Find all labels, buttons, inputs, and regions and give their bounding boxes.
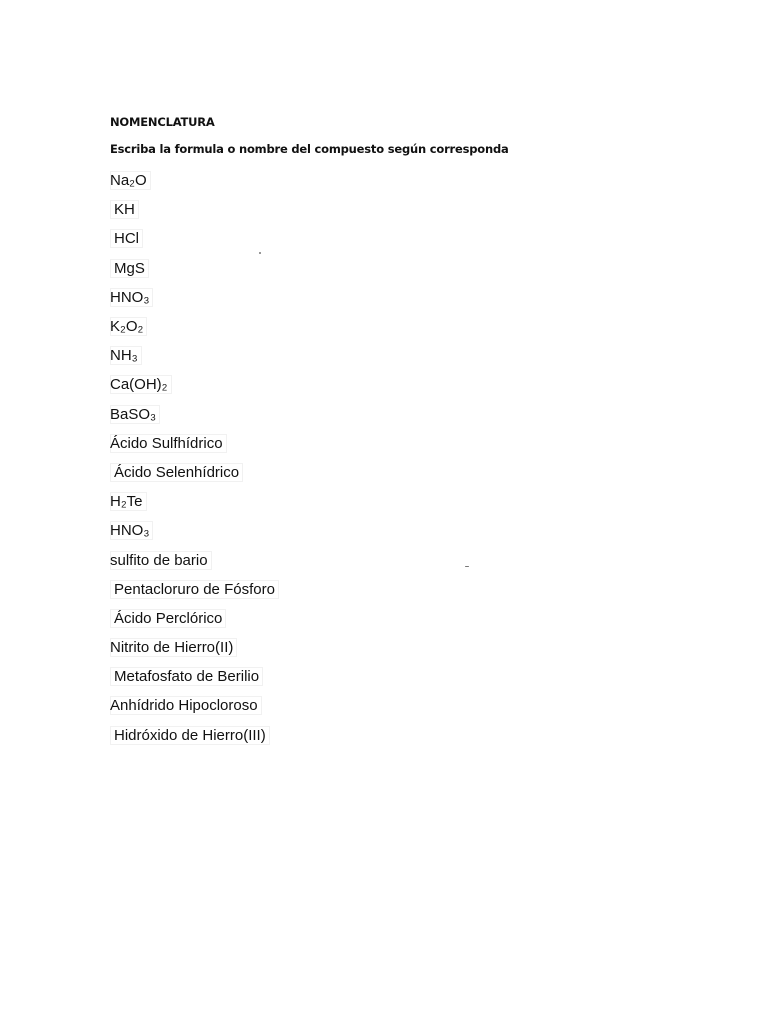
compound-item [110, 254, 279, 283]
compound-item [110, 487, 279, 516]
compound-item [110, 312, 279, 341]
compound-item [110, 545, 279, 574]
compound-item [110, 341, 279, 370]
compound-item [110, 166, 279, 195]
compound-item [110, 604, 279, 633]
compound-item [110, 370, 279, 399]
document-title: NOMENCLATURA [110, 115, 215, 129]
compound-item [110, 575, 279, 604]
compound-item [110, 721, 279, 750]
compound-text: K₂O₂ [110, 317, 147, 336]
compound-text: Metafosfato de Berilio [110, 667, 263, 686]
compound-text: BaSO₃ [110, 405, 160, 424]
compound-text: Anhídrido Hipocloroso [110, 696, 262, 715]
compound-text: HNO₃ [110, 288, 153, 307]
compound-item [110, 283, 279, 312]
compound-text: HNO₃ [110, 521, 153, 540]
compound-text: MgS [110, 259, 149, 278]
compound-item [110, 458, 279, 487]
compound-list [110, 166, 279, 750]
compound-text: Na₂O [110, 171, 151, 190]
compound-item [110, 662, 279, 691]
compound-text: Ácido Selenhídrico [110, 463, 243, 482]
compound-text: Hidróxido de Hierro(III) [110, 726, 270, 745]
compound-item [110, 195, 279, 224]
scan-speck [465, 566, 469, 567]
scan-speck [259, 252, 261, 254]
compound-text: Nitrito de Hierro(II) [110, 638, 237, 657]
compound-text: Ácido Perclórico [110, 609, 226, 628]
compound-text: H₂Te [110, 492, 147, 511]
compound-item [110, 516, 279, 545]
compound-text: Ca(OH)₂ [110, 375, 172, 394]
compound-item [110, 224, 279, 253]
compound-item [110, 633, 279, 662]
compound-item [110, 400, 279, 429]
compound-item [110, 691, 279, 720]
compound-text: sulfito de bario [110, 551, 212, 570]
document-instructions: Escriba la formula o nombre del compuesto según corresponda [110, 142, 509, 156]
compound-text: Ácido Sulfhídrico [110, 434, 227, 453]
compound-text: HCl [110, 229, 143, 248]
compound-text: Pentacloruro de Fósforo [110, 580, 279, 599]
compound-text: NH₃ [110, 346, 142, 365]
compound-item [110, 429, 279, 458]
compound-text: KH [110, 200, 139, 219]
